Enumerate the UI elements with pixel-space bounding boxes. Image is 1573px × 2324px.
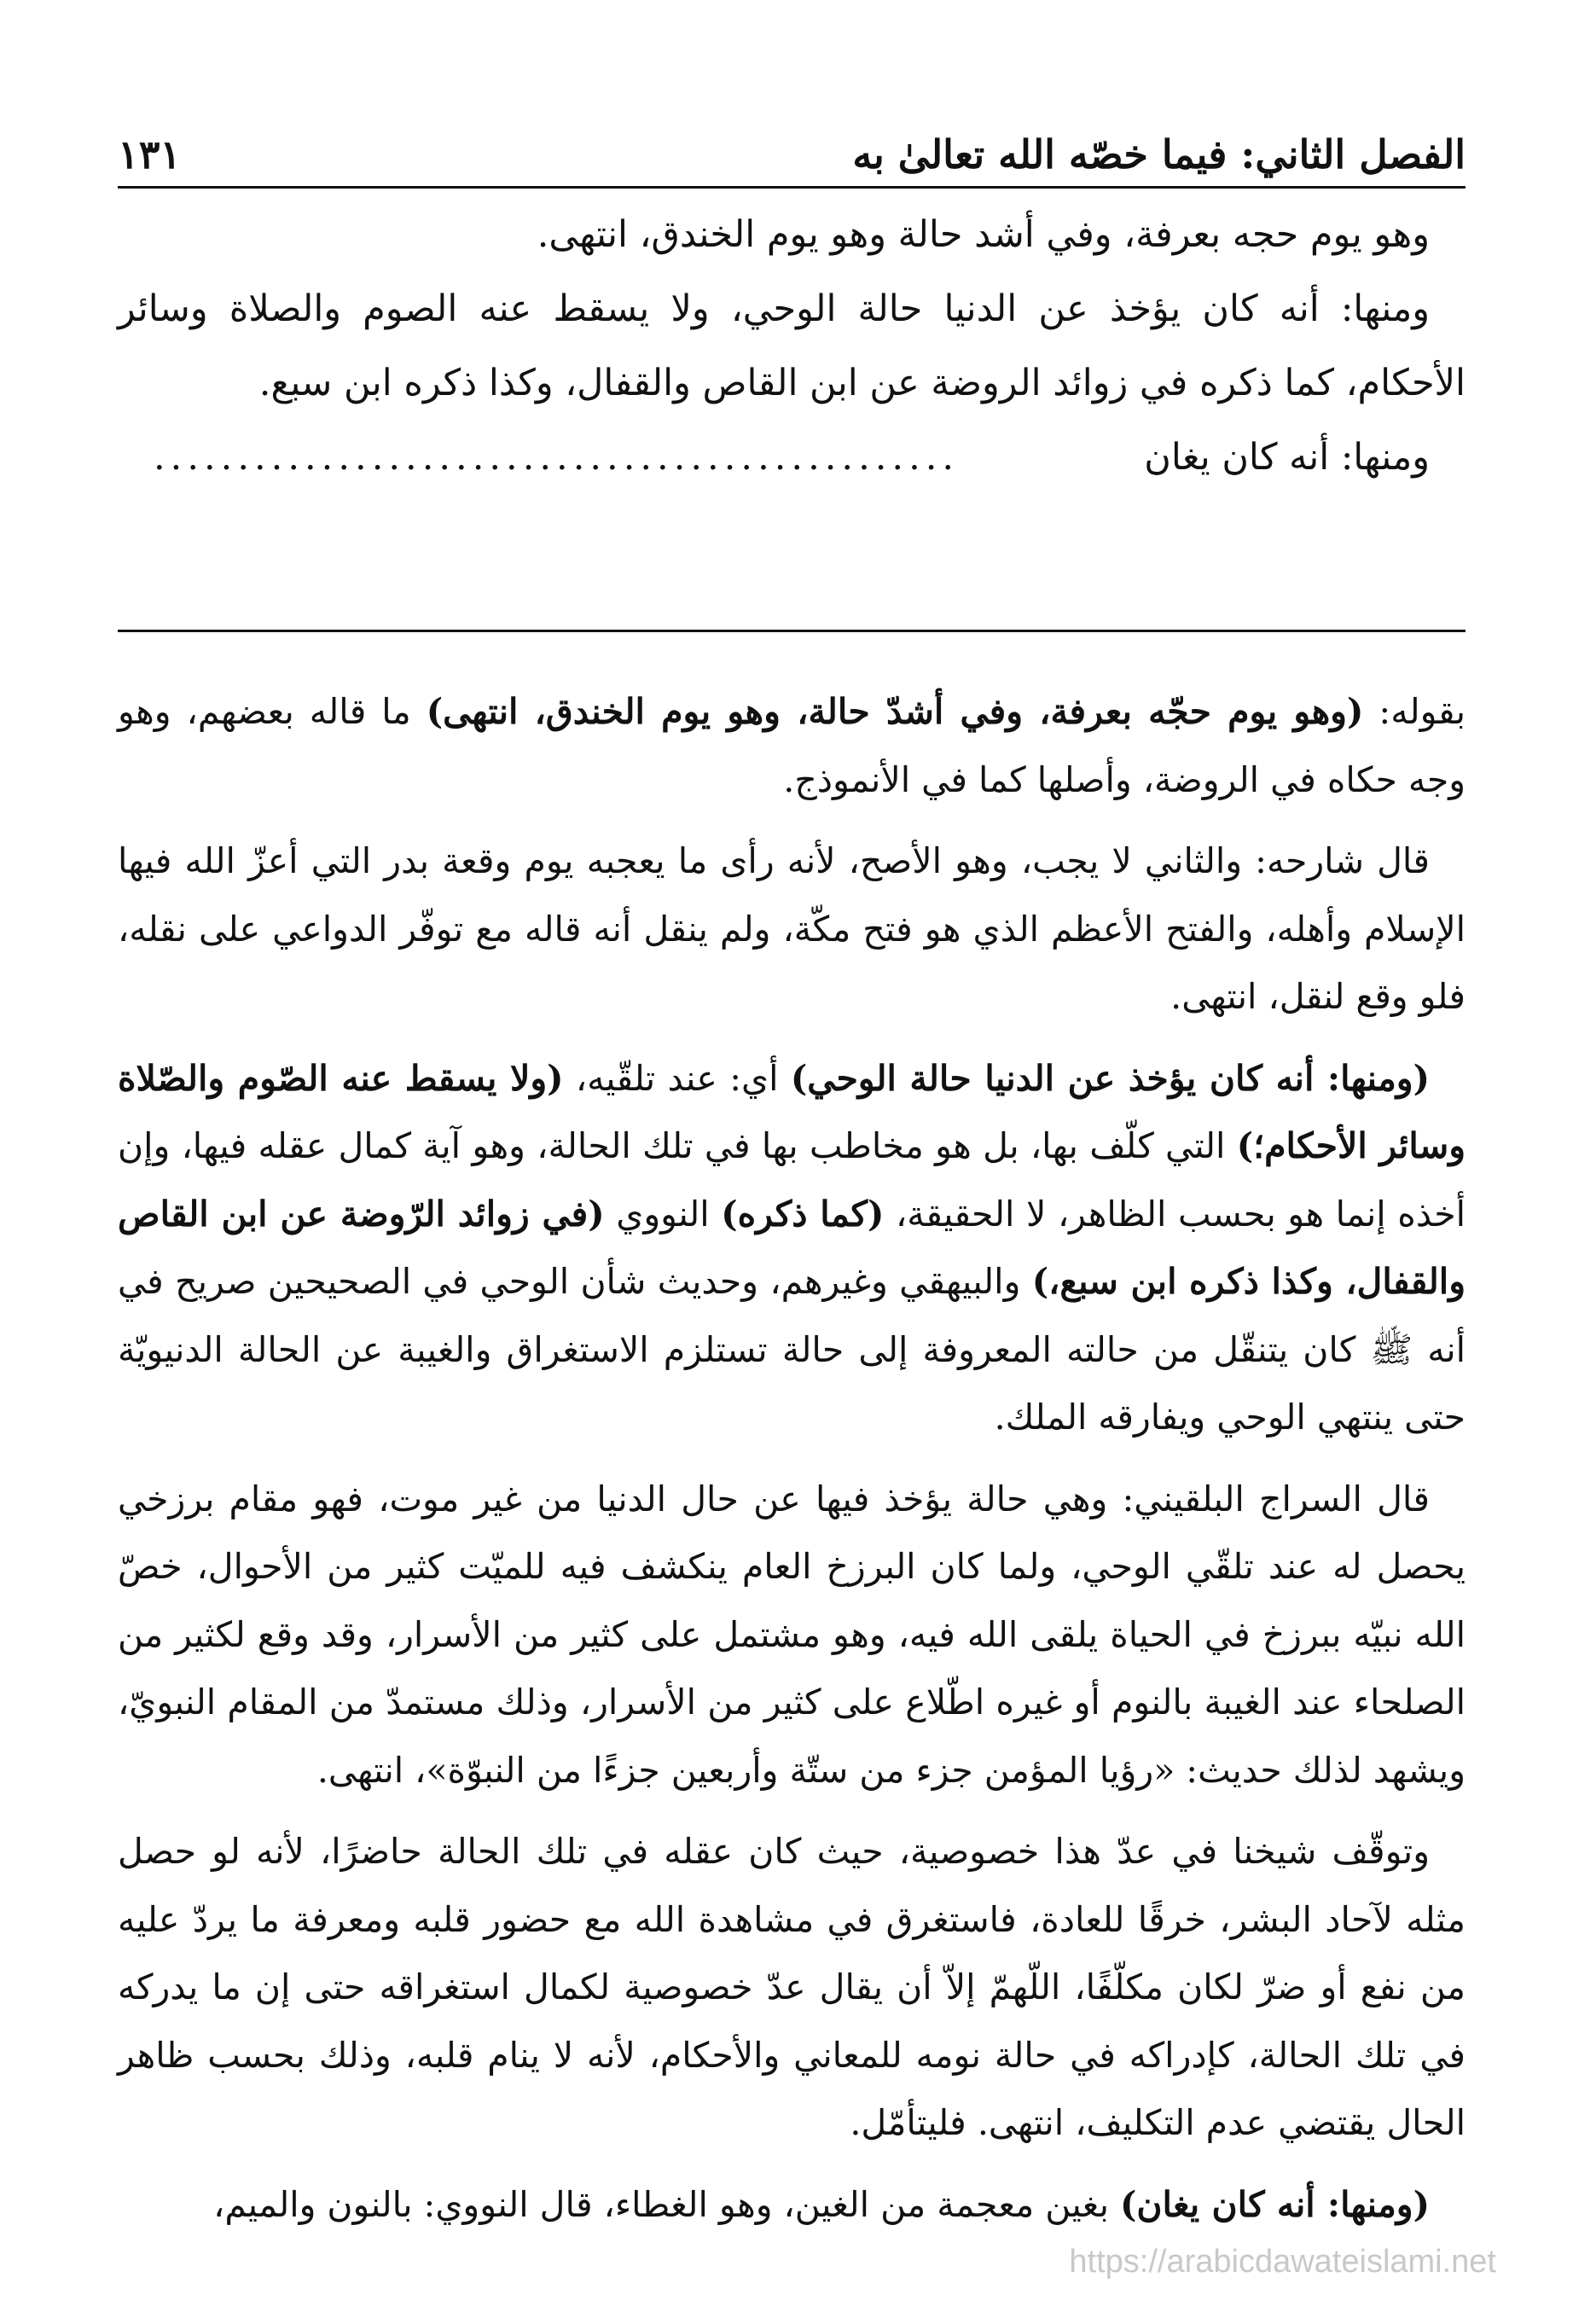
commentary-paragraph: قال شارحه: والثاني لا يجب، وهو الأصح، لأنه رأى ما يعجبه يوم وقعة بدر التي أعزّ الله فيها الإسلام وأهله، والفتح الأعظم الذي هو فتح مكّة، ولم ينقل أنه قاله مع توفّر الدواعي على نقله، فلو وقع لنقل، انتهى. bbox=[118, 840, 1466, 1017]
header-rule bbox=[118, 186, 1466, 189]
matn-line-last: ومنها: أنه كان يغان bbox=[1144, 436, 1430, 479]
commentary-paragraph: بقوله: (وهو يوم حجّه بعرفة، وفي أشدّ حالة، وهو يوم الخندق، انتهى) ما قاله بعضهم، وهو وجه حكاه في الروضة، وأصلها كما في الأنموذج. bbox=[118, 691, 1466, 800]
ellipsis-dots: ................................................ bbox=[154, 436, 960, 479]
page-number: ١٣١ bbox=[118, 131, 182, 177]
commentary-paragraph: (ومنها: أنه كان يغان) بغين معجمة من الغين، وهو الغطاء، قال النووي: بالنون والميم، bbox=[213, 2183, 1430, 2225]
commentary-paragraph: (ومنها: أنه كان يؤخذ عن الدنيا حالة الوحي) أي: عند تلقّيه، (ولا يسقط عنه الصّوم والصّلاة وسائر الأحكام؛) التي كلّف بها، بل هو مخاطب بها في تلك الحالة، وهو آية كمال عقله فيها، وإن أخذه إنما هو بحسب الظاهر، لا الحقيقة، (كما ذكره) النووي (في زوائد الرّوضة عن ابن القاص والقفال، وكذا ذكره ابن سبع،) والبيهقي وغيرهم، وحديث شأن الوحي في الصحيحين صريح في أنه ﷺ كان يتنقّل من حالته المعروفة إلى حالة تستلزم الاستغراق والغيبة عن الحالة الدنيويّة حتى ينتهي الوحي ويفارقه الملك. bbox=[118, 1057, 1466, 1438]
matn-last-line bbox=[118, 421, 1466, 495]
book-page bbox=[118, 0, 1466, 2324]
commentary-text bbox=[118, 678, 1466, 2239]
matn-line: وهو يوم حجه بعرفة، وفي أشد حالة وهو يوم الخندق، انتهى. bbox=[537, 213, 1430, 256]
chapter-title: الفصل الثاني: فيما خصّه الله تعالىٰ به bbox=[852, 131, 1466, 177]
matn-paragraph: ومنها: أنه كان يؤخذ عن الدنيا حالة الوحي، ولا يسقط عنه الصوم والصلاة وسائر الأحكام، كما ذكره في زوائد الروضة عن ابن القاص والقفال، وكذا ذكره ابن سبع. bbox=[118, 288, 1466, 404]
running-header bbox=[118, 101, 1466, 177]
main-text bbox=[118, 198, 1466, 495]
commentary-paragraph: قال السراج البلقيني: وهي حالة يؤخذ فيها عن حال الدنيا من غير موت، فهو مقام برزخي يحصل له عند تلقّي الوحي، ولما كان البرزخ العام ينكشف فيه للميّت كثير من الأحوال، خصّ الله نبيّه ببرزخ في الحياة يلقى الله فيه، وهو مشتمل على كثير من الأسرار، وقد وقع لكثير من الصلحاء عند الغيبة بالنوم أو غيره اطّلاع على كثير من الأسرار، وذلك مستمدّ من المقام النبويّ، ويشهد لذلك حديث: «رؤيا المؤمن جزء من ستّة وأربعين جزءًا من النبوّة»، انتهى. bbox=[118, 1478, 1466, 1791]
watermark-url: https://arabicdawateislami.net bbox=[1069, 2244, 1496, 2280]
section-rule bbox=[118, 630, 1466, 632]
commentary-paragraph: وتوقّف شيخنا في عدّ هذا خصوصية، حيث كان عقله في تلك الحالة حاضرًا، لأنه لو حصل مثله لآحاد البشر، خرقًا للعادة، فاستغرق في مشاهدة الله مع حضور قلبه ومعرفة ما يردّ عليه من نفع أو ضرّ لكان مكلّفًا، اللّهمّ إلاّ أن يقال عدّ خصوصية لكمال استغراقه حتى إن ما يدركه في تلك الحالة، كإدراكه في حالة نومه للمعاني والأحكام، لأنه لا ينام قلبه، وذلك بحسب ظاهر الحال يقتضي عدم التكليف، انتهى. فليتأمّل. bbox=[118, 1831, 1466, 2143]
